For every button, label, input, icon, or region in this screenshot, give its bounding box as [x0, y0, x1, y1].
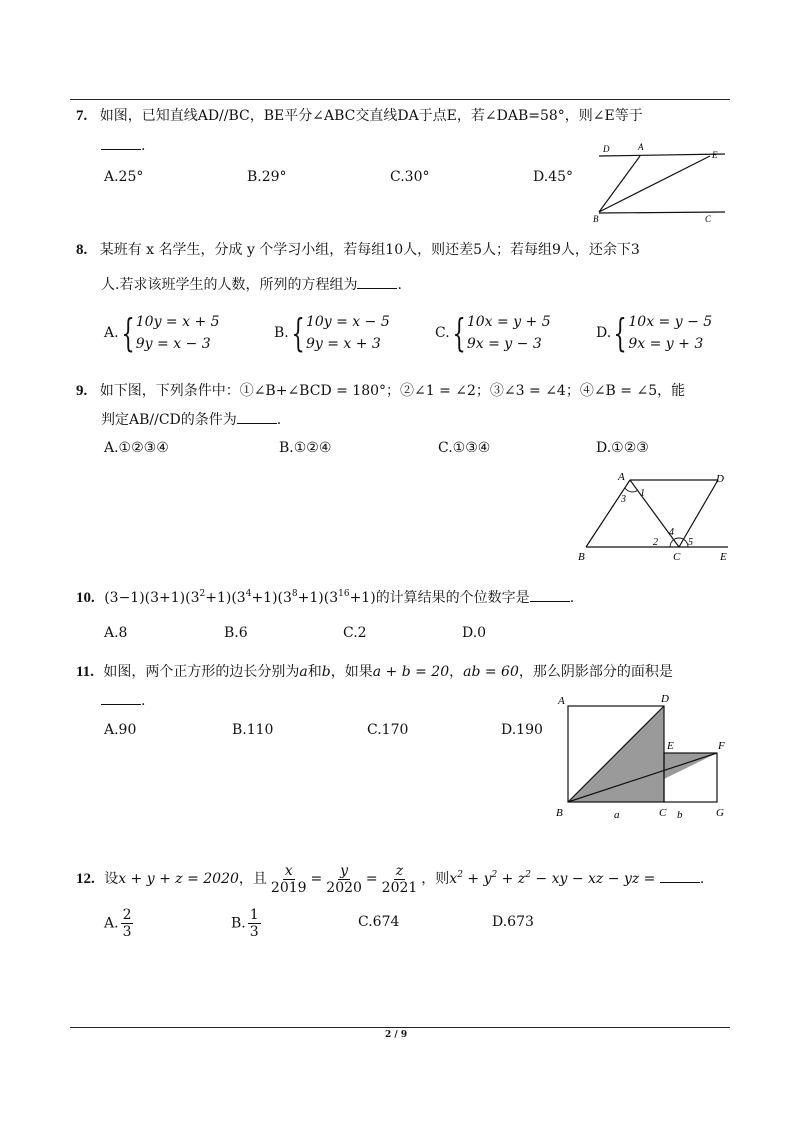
- option-a[interactable]: A.①②③④: [104, 440, 169, 456]
- question-text: 如图，已知直线AD//BC，BE平分∠ABC交直线DA于点E，若∠DAB=58°，则∠E等于: [99, 108, 643, 124]
- option-c[interactable]: C.{ 10x = y + 5 9x = y − 3: [435, 311, 551, 355]
- label-c: C: [673, 551, 681, 563]
- question-number: 9.: [76, 383, 88, 399]
- footer-rule: [70, 1027, 730, 1028]
- question-10: 10. $(3-1)(3+1)(3^2+1)(3^4+1)(3^8+1)(3^{16}+1)$的计算结果的个位数字是 .: [76, 589, 575, 606]
- q11-figure: [550, 690, 730, 825]
- option-c[interactable]: C.674: [358, 914, 400, 930]
- fraction-y: $\frac{y}{2020}$: [326, 862, 362, 896]
- option-c[interactable]: C.170: [367, 722, 409, 738]
- option-c[interactable]: C.①③④: [438, 440, 491, 456]
- label-c: C: [659, 807, 667, 819]
- question-text-line-1: 某班有 x 名学生，分成 y 个学习小组，若每组10人，则还差5人；若每组9人，还余下3: [99, 242, 640, 258]
- question-number: 12.: [76, 871, 95, 887]
- label-a: A: [618, 471, 625, 483]
- expression: $(3-1)(3+1)(3^2+1)(3^4+1)(3^8+1)(3^{16}+1)$: [104, 589, 376, 606]
- label-e: E: [712, 150, 718, 160]
- q7-figure: [585, 138, 730, 226]
- answer-blank[interactable]: [237, 409, 277, 424]
- segment-be: [599, 156, 710, 212]
- question-7: [76, 106, 643, 126]
- option-b[interactable]: B.29°: [247, 169, 287, 185]
- answer-blank[interactable]: [101, 135, 141, 150]
- option-d[interactable]: D.{ 10x = y − 5 9x = y + 3: [596, 311, 713, 355]
- page-number: 2 / 9: [385, 1030, 408, 1040]
- option-b[interactable]: B.6: [224, 625, 248, 641]
- label-b: B: [578, 551, 585, 563]
- label-e: E: [720, 551, 727, 563]
- option-a[interactable]: A.25°: [104, 169, 144, 185]
- label-c: C: [705, 214, 712, 224]
- question-text: 的计算结果的个位数字是: [375, 590, 530, 606]
- answer-blank[interactable]: [530, 587, 570, 602]
- fraction-x: $\frac{x}{2019}$: [270, 862, 307, 896]
- segment-ab: [599, 156, 640, 212]
- label-3: 3: [621, 494, 626, 505]
- answer-blank[interactable]: [660, 868, 700, 883]
- label-g: G: [716, 807, 724, 819]
- option-a[interactable]: A.8: [104, 625, 128, 641]
- label-2: 2: [653, 537, 658, 548]
- option-c[interactable]: C.2: [343, 625, 367, 641]
- label-b-length: b: [677, 809, 683, 821]
- question-number: 11.: [76, 664, 94, 680]
- question-number: 7.: [76, 108, 88, 124]
- question-9: [76, 381, 685, 401]
- label-e: E: [667, 740, 674, 752]
- answer-blank[interactable]: [101, 690, 141, 705]
- option-b[interactable]: B.110: [232, 722, 274, 738]
- label-b: B: [556, 807, 563, 819]
- option-a[interactable]: A.90: [104, 722, 137, 738]
- segment-ab: [586, 480, 630, 547]
- question-number: 10.: [76, 590, 95, 606]
- segment-cd: [679, 480, 718, 547]
- question-12: 12. 设x + y + z = 2020，且 $\frac{x}{2019}$ = $\frac{y}{2020}$ = $\frac{z}{2021}$ ，则$x^2 + y^2 + z^2$ − xy − xz − yz = .: [76, 862, 705, 896]
- expression: $x^2 + y^2 + z^2$ − xy − xz − yz =: [449, 870, 660, 887]
- question-text-line-1: 如下图，下列条件中：①∠B+∠BCD = 180°；②∠1 = ∠2；③∠3 = ∠4；④∠B = ∠5，能: [99, 383, 686, 399]
- option-d[interactable]: D.45°: [533, 169, 573, 185]
- question-11: 11. 如图，两个正方形的边长分别为a和b，如果a + b = 20，ab = 60，那么阴影部分的面积是: [76, 664, 673, 680]
- header-rule: [70, 99, 730, 100]
- option-c[interactable]: C.30°: [390, 169, 430, 185]
- fraction-z: $\frac{z}{2021}$: [381, 862, 418, 896]
- question-9-line-2: 判定AB//CD的条件为 .: [101, 409, 281, 430]
- option-a[interactable]: A.{ 10y = x + 5 9y = x − 3: [104, 311, 220, 355]
- option-d[interactable]: D.①②③: [596, 440, 649, 456]
- q9-figure: [570, 468, 730, 568]
- line-ad: [599, 154, 725, 156]
- question-11-blank-line: .: [101, 690, 145, 711]
- option-d[interactable]: D.0: [462, 625, 487, 641]
- label-1: 1: [640, 488, 645, 499]
- shaded-triangle-cef: [664, 753, 717, 779]
- question-number: 8.: [76, 242, 88, 258]
- option-b[interactable]: B.①②④: [279, 440, 332, 456]
- option-b[interactable]: B.{ 10y = x − 5 9y = x + 3: [274, 311, 390, 355]
- question-7-blank-line: .: [101, 135, 145, 156]
- option-d[interactable]: D.673: [492, 914, 534, 930]
- label-a-length: a: [614, 809, 620, 821]
- option-a[interactable]: A. $\frac{2}{3}$: [104, 907, 132, 940]
- label-a: A: [558, 695, 565, 707]
- label-a: A: [638, 142, 644, 152]
- label-f: F: [718, 740, 725, 752]
- question-8-line-2: 人.若求该班学生的人数，所列的方程组为 .: [101, 274, 402, 295]
- line-bc: [599, 212, 725, 213]
- option-b[interactable]: B. $\frac{1}{3}$: [231, 907, 259, 940]
- label-5: 5: [688, 537, 693, 548]
- question-8: [76, 240, 640, 260]
- label-4: 4: [669, 527, 674, 538]
- label-b: B: [593, 214, 599, 224]
- label-d: D: [661, 693, 669, 705]
- label-d: D: [603, 144, 610, 154]
- option-d[interactable]: D.190: [501, 722, 543, 738]
- answer-blank[interactable]: [357, 274, 397, 289]
- label-d: D: [716, 473, 724, 485]
